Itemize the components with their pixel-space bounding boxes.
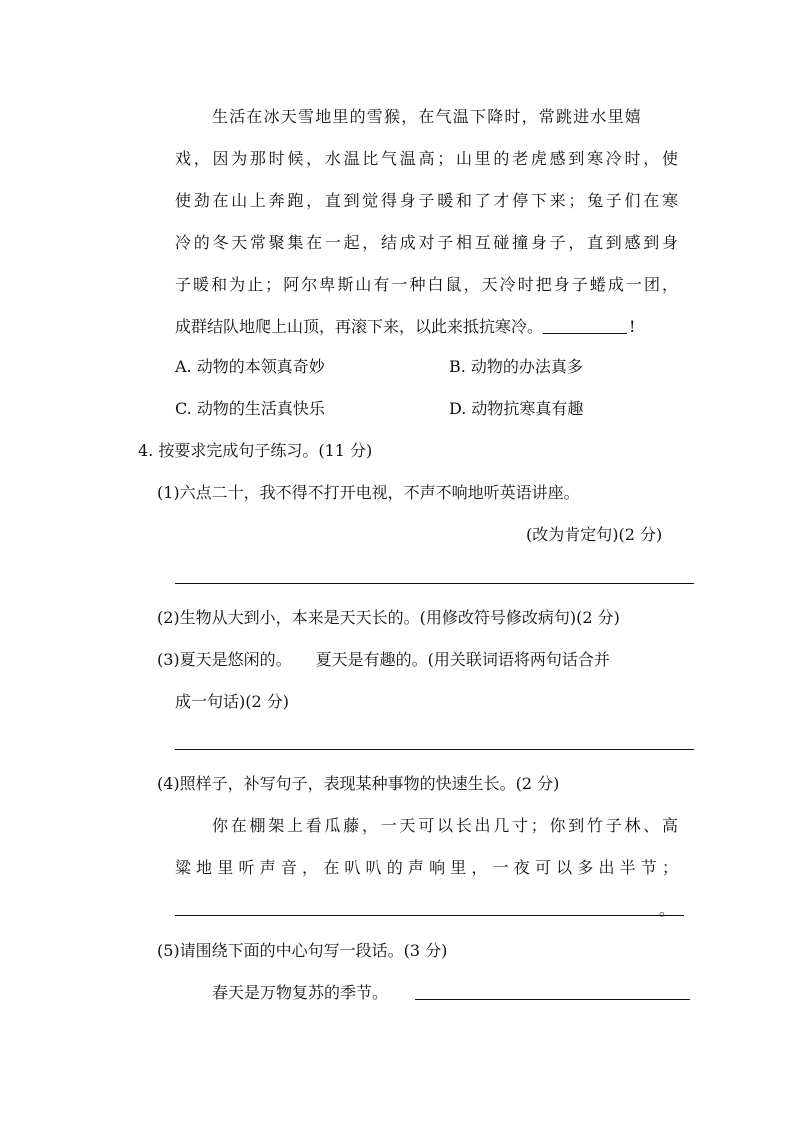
option-a[interactable]: A. 动物的本领真奇妙 [175,357,325,376]
option-c[interactable]: C. 动物的生活真快乐 [175,399,325,418]
q4-item-1: (1)六点二十，我不得不打开电视，不声不响地听英语讲座。 [157,483,580,502]
passage-line-4: 冷的冬天常聚集在一起，结成对子相互碰撞身子，直到感到身 [175,233,678,252]
question-4-title: 4. 按要求完成句子练习。(11 分) [138,441,373,460]
q4-item-4-end-mark: 。 [659,900,676,919]
q4-item-4-example-1: 你在棚架上看瓜藤，一天可以长出几寸；你到竹子林、高 [212,816,678,835]
passage-line-6 [175,316,635,338]
answer-line-3[interactable] [175,749,694,750]
q4-item-4-example-2: 粱地里听声音，在叭叭的声响里，一夜可以多出半节； [175,858,678,877]
q4-item-3-line-2: 成一句话)(2 分) [175,692,289,711]
passage-line-2: 戏，因为那时候，水温比气温高；山里的老虎感到寒冷时，使 [175,149,678,168]
q4-item-4: (4)照样子，补写句子，表现某种事物的快速生长。(2 分) [157,774,560,793]
answer-line-5[interactable] [415,999,690,1000]
q4-item-2: (2)生物从大到小，本来是天天长的。(用修改符号修改病句)(2 分) [157,608,620,627]
q4-item-5-prompt: 春天是万物复苏的季节。 [212,983,389,1002]
answer-line-4[interactable] [175,915,684,916]
option-d[interactable]: D. 动物抗寒真有趣 [449,399,584,418]
passage-line-5: 子暖和为止；阿尔卑斯山有一种白鼠，天冷时把身子蜷成一团， [175,275,678,294]
passage-line-1: 生活在冰天雪地里的雪猴，在气温下降时，常跳进水里嬉 [212,107,643,126]
passage-line-6-text: 成群结队地爬上山顶，再滚下来，以此来抵抗寒冷。 [175,317,544,336]
option-b[interactable]: B. 动物的办法真多 [449,357,583,376]
passage-end-mark: ! [629,317,636,336]
q4-item-5: (5)请围绕下面的中心句写一段话。(3 分) [157,941,448,960]
answer-line-1[interactable] [175,583,694,584]
passage-line-3: 使劲在山上奔跑，直到觉得身子暖和了才停下来；兔子们在寒 [175,191,678,210]
answer-blank[interactable] [543,317,627,334]
q4-item-1-note: (改为肯定句)(2 分) [526,525,663,544]
q4-item-3-line-1: (3)夏天是悠闲的。 夏天是有趣的。(用关联词语将两句话合并 [157,650,610,669]
